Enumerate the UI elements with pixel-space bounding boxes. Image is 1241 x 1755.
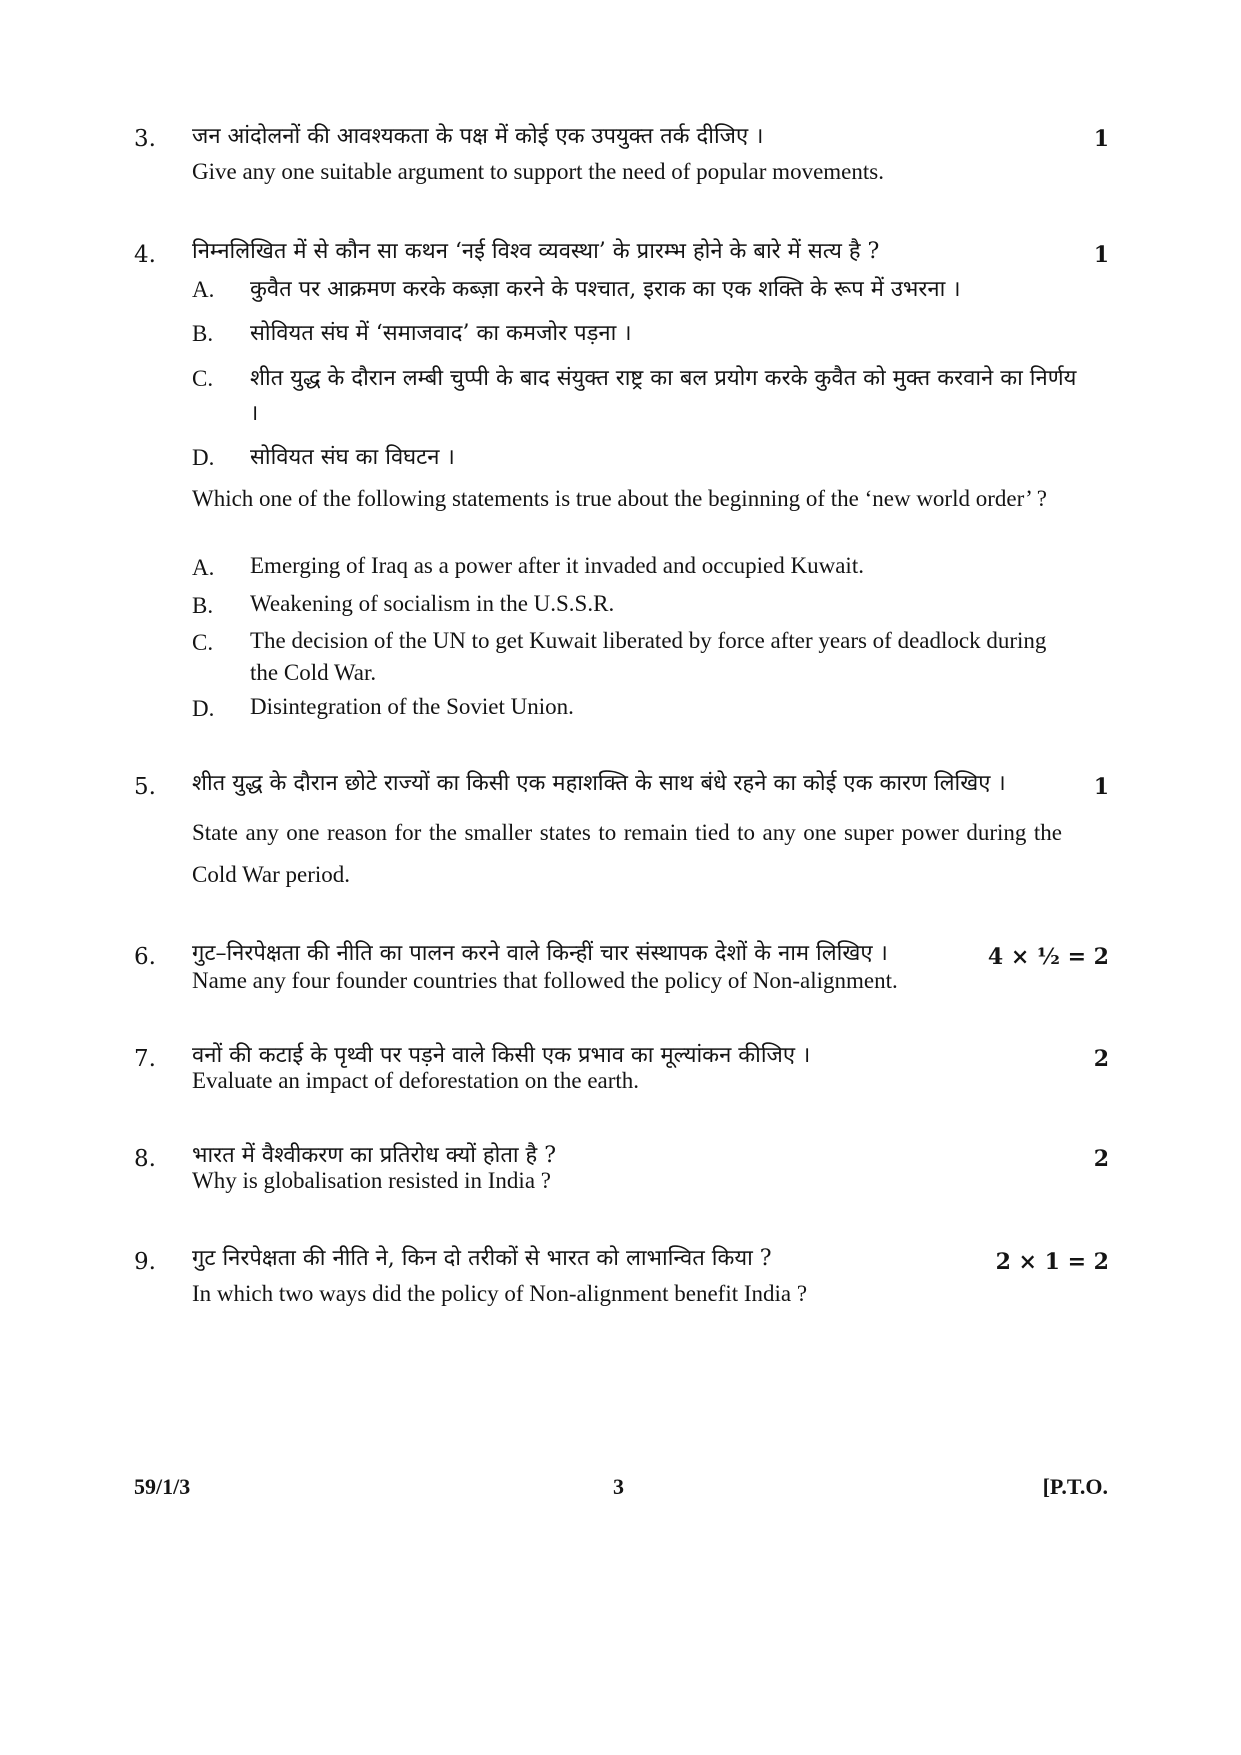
question-marks: 4 × ½ = 2 [987,944,1109,970]
option-label: B. [192,593,214,618]
option-text: सोवियत संघ में ‘समाजवाद’ का कमजोर पड़ना । [250,321,632,346]
option-text: सोवियत संघ का विघटन । [250,445,455,470]
question-number: 6. [134,944,156,970]
option-label: B. [192,321,214,346]
question-marks: 1 [1093,126,1109,152]
question-english: Why is globalisation resisted in India ? [192,1168,551,1193]
question-number: 3. [134,126,156,152]
option-text: Emerging of Iraq as a power after it invaded and occupied Kuwait. [250,553,864,578]
question-marks: 1 [1093,774,1109,800]
paper-code: 59/1/3 [134,1474,191,1499]
question-marks: 2 [1093,1046,1109,1072]
question-number: 8. [134,1146,156,1172]
question-hindi: जन आंदोलनों की आवश्यकता के पक्ष में कोई एक उपयुक्त तर्क दीजिए । [192,124,764,149]
page-number: 3 [613,1474,624,1499]
option-label: D. [192,696,215,721]
option-text: Disintegration of the Soviet Union. [250,694,574,719]
question-english: Name any four founder countries that followed the policy of Non-alignment. [192,968,898,993]
question-marks: 2 × 1 = 2 [995,1249,1109,1275]
option-label: C. [192,630,214,655]
question-hindi: गुट निरपेक्षता की नीति ने, किन दो तरीकों से भारत को लाभान्वित किया ? [192,1246,772,1271]
option-text: Weakening of socialism in the U.S.S.R. [250,591,615,616]
question-hindi: गुट–निरपेक्षता की नीति का पालन करने वाले किन्हीं चार संस्थापक देशों के नाम लिखिए । [192,941,888,966]
question-english: Give any one suitable argument to support the need of popular movements. [192,159,884,184]
question-hindi: भारत में वैश्वीकरण का प्रतिरोध क्यों होता है ? [192,1143,557,1168]
question-hindi: वनों की कटाई के पृथ्वी पर पड़ने वाले किसी एक प्रभाव का मूल्यांकन कीजिए । [192,1043,811,1068]
option-label: A. [192,555,215,580]
question-number: 5. [134,774,156,800]
question-marks: 2 [1093,1146,1109,1172]
option-label: D. [192,445,215,470]
option-label: C. [192,366,214,391]
option-label: A. [192,277,215,302]
question-english: In which two ways did the policy of Non-alignment benefit India ? [192,1281,808,1306]
question-english: State any one reason for the smaller states to remain tied to any one super power during the Cold War period. [192,820,1062,887]
question-hindi: शीत युद्ध के दौरान छोटे राज्यों का किसी एक महाशक्ति के साथ बंधे रहने का कोई एक कारण लिखिए । [192,771,1006,796]
question-english: Evaluate an impact of deforestation on the earth. [192,1068,640,1093]
option-text: कुवैत पर आक्रमण करके कब्ज़ा करने के पश्चात, इराक का एक शक्ति के रूप में उभरना । [250,277,961,302]
question-hindi: निम्नलिखित में से कौन सा कथन ‘नई विश्व व्यवस्था’ के प्रारम्भ होने के बारे में सत्य है ? [192,239,880,264]
question-number: 4. [134,242,156,268]
question-number: 9. [134,1249,156,1275]
question-marks: 1 [1093,242,1109,268]
option-text: शीत युद्ध के दौरान लम्बी चुप्पी के बाद संयुक्त राष्ट्र का बल प्रयोग करके कुवैत को मुक्त करवाने का निर्णय । [250,366,1077,426]
question-english: Which one of the following statements is true about the beginning of the ‘new world order’ ? [192,486,1048,511]
question-number: 7. [134,1046,156,1072]
pto-label: [P.T.O. [1042,1474,1108,1499]
option-text: The decision of the UN to get Kuwait liberated by force after years of deadlock during the Cold War. [250,628,1047,685]
